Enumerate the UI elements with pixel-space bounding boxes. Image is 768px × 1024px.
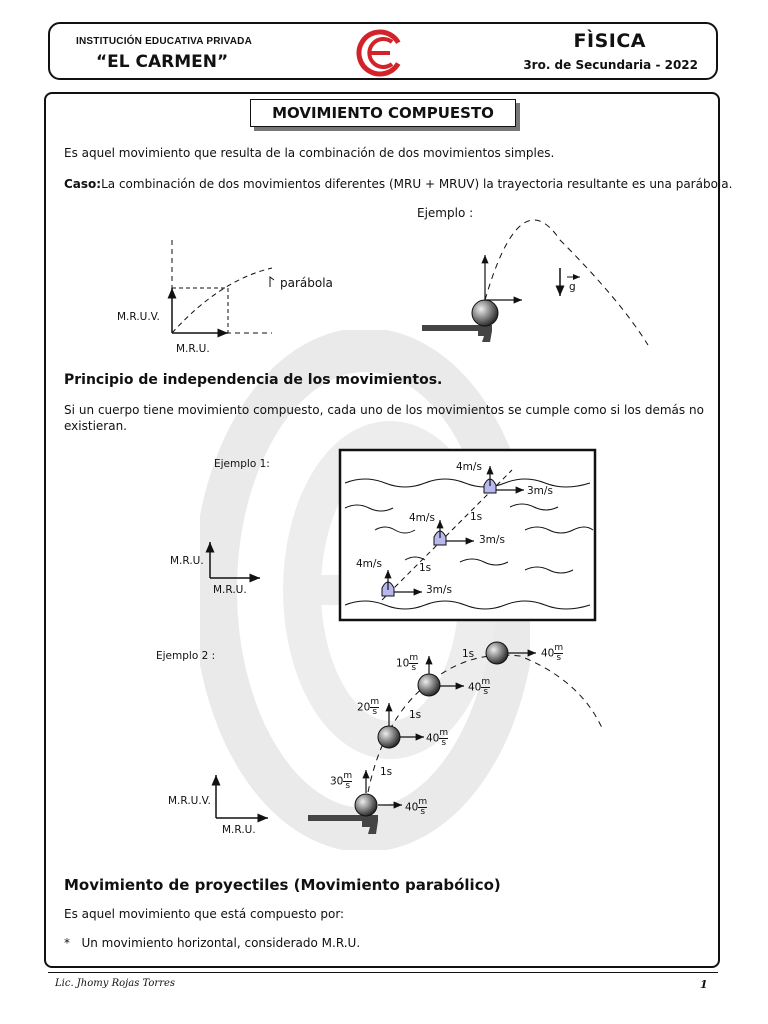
time-label: 1s	[380, 766, 393, 778]
velocity-10: 10 $\frac{m}{s}$	[396, 653, 419, 673]
author-signature: Lic. Jhomy Rojas Torres	[55, 978, 176, 989]
subject-label: FÌSICA	[573, 30, 646, 52]
gravity-label: g	[569, 281, 576, 293]
projectiles-bullet: * Un movimiento horizontal, considerado M.R.U.	[64, 936, 361, 950]
velocity-right-label: 3m/s	[479, 534, 505, 546]
mru-axis-label: M.R.U.	[176, 343, 210, 355]
river-diagram	[340, 450, 595, 620]
ejemplo-label: Ejemplo :	[417, 206, 474, 220]
velocity-40: 40 $\frac{m}{s}$	[405, 797, 428, 817]
velocity-right-label: 3m/s	[426, 584, 452, 596]
time-label: 1s	[409, 709, 422, 721]
time-label: 1s	[462, 648, 475, 660]
principle-text: Si un cuerpo tiene movimiento compuesto, cada uno de los movimientos se cumple como si los demás no existieran.	[64, 403, 704, 433]
ejemplo2-mru-label: M.R.U.	[222, 824, 256, 836]
velocity-up-label: 4m/s	[356, 558, 382, 570]
velocity-up-label: 4m/s	[456, 461, 482, 473]
time-label: 1s	[470, 511, 483, 523]
page-number: 1	[700, 978, 708, 991]
velocity-40: 40 $\frac{m}{s}$	[541, 643, 564, 663]
intro-text: Es aquel movimiento que resulta de la combinación de dos movimientos simples.	[64, 146, 555, 160]
mru-mruv-graph	[172, 240, 274, 333]
caso-label: Caso:	[64, 177, 102, 191]
grade-label: 3ro. de Secundaria - 2022	[523, 58, 698, 72]
velocity-30: 30 $\frac{m}{s}$	[330, 771, 353, 791]
velocity-20: 20 $\frac{m}{s}$	[357, 697, 380, 717]
mruv-axis-label: M.R.U.V.	[117, 311, 160, 323]
ejemplo2-label: Ejemplo 2 :	[156, 650, 216, 662]
projectiles-heading: Movimiento de proyectiles (Movimiento parabólico)	[64, 876, 501, 894]
projectile-example	[422, 220, 648, 345]
school-name: “EL CARMEN”	[96, 52, 229, 72]
velocity-up-label: 4m/s	[409, 512, 435, 524]
principle-heading: Principio de independencia de los movimientos.	[64, 372, 443, 388]
ejemplo1-mru-horizontal: M.R.U.	[213, 584, 247, 596]
caso-text: La combinación de dos movimientos diferentes (MRU + MRUV) la trayectoria resultante es una parábola.	[101, 177, 733, 191]
footer-divider	[48, 972, 718, 973]
velocity-40: 40 $\frac{m}{s}$	[426, 728, 449, 748]
ejemplo1-mru-vertical: M.R.U.	[170, 555, 204, 567]
ejemplo2-mruv-label: M.R.U.V.	[168, 795, 211, 807]
projectiles-text: Es aquel movimiento que está compuesto por:	[64, 907, 345, 921]
time-label: 1s	[419, 562, 432, 574]
ejemplo1-axes	[210, 542, 260, 578]
institution-label: INSTITUCIÓN EDUCATIVA PRIVADA	[76, 36, 252, 47]
ejemplo1-label: Ejemplo 1:	[214, 458, 270, 470]
velocity-right-label: 3m/s	[527, 485, 553, 497]
parabola-label: parábola	[280, 276, 333, 290]
velocity-40: 40 $\frac{m}{s}$	[468, 677, 491, 697]
page-title: MOVIMIENTO COMPUESTO	[250, 99, 516, 127]
